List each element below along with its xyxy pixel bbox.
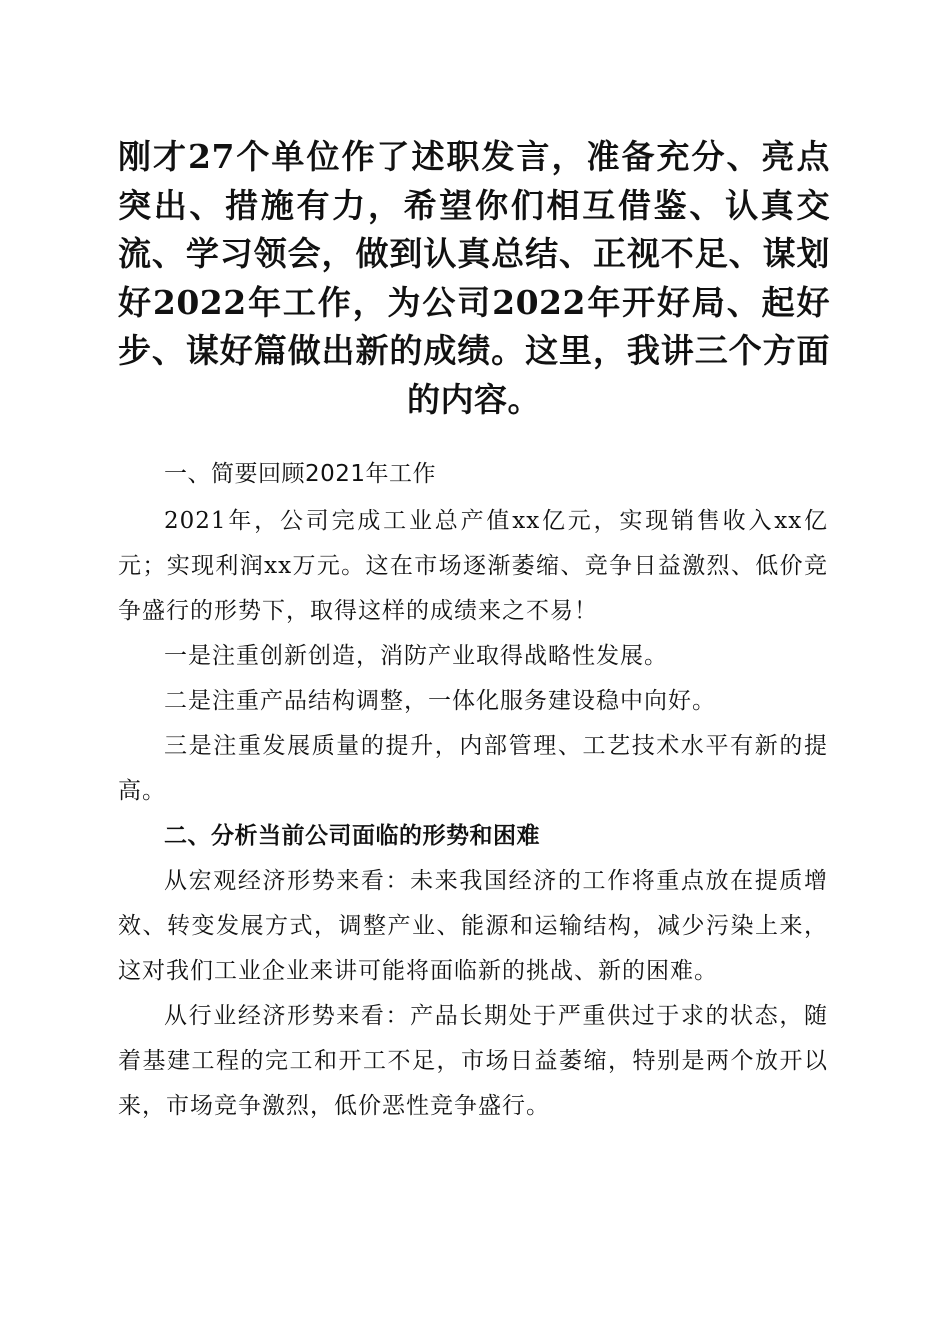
paragraph-point-one: 一是注重创新创造，消防产业取得战略性发展。 <box>164 643 668 669</box>
section-heading-review-2021: 一、简要回顾2021年工作 <box>164 461 437 487</box>
paragraph-industry-economy: 从行业经济形势来看：产品长期处于严重供过于求的状态，随着基建工程的完工和开工不足，市场日益萎缩，特别是两个放开以来，市场竞争激烈，低价恶性竞争盛行。 <box>118 1003 828 1119</box>
document-body <box>118 452 828 1129</box>
paragraph-point-two: 二是注重产品结构调整，一体化服务建设稳中向好。 <box>164 688 716 714</box>
paragraph-2021-results: 2021年，公司完成工业总产值xx亿元，实现销售收入xx亿元；实现利润xx万元。这在市场逐渐萎缩、竞争日益激烈、低价竞争盛行的形势下，取得这样的成绩来之不易！ <box>118 508 828 624</box>
section-heading-situation-analysis: 二、分析当前公司面临的形势和困难 <box>164 823 540 849</box>
document-title: 刚才27个单位作了述职发言，准备充分、亮点突出、措施有力，希望你们相互借鉴、认真交流、学习领会，做到认真总结、正视不足、谋划好2022年工作，为公司2022年开好局、起好步、谋好篇做出新的成绩。这里，我讲三个方面的内容。 <box>118 137 830 419</box>
paragraph-macro-economy: 从宏观经济形势来看：未来我国经济的工作将重点放在提质增效、转变发展方式，调整产业、能源和运输结构，减少污染上来，这对我们工业企业来讲可能将面临新的挑战、新的困难。 <box>118 868 828 984</box>
paragraph-point-three: 三是注重发展质量的提升，内部管理、工艺技术水平有新的提高。 <box>118 733 828 804</box>
